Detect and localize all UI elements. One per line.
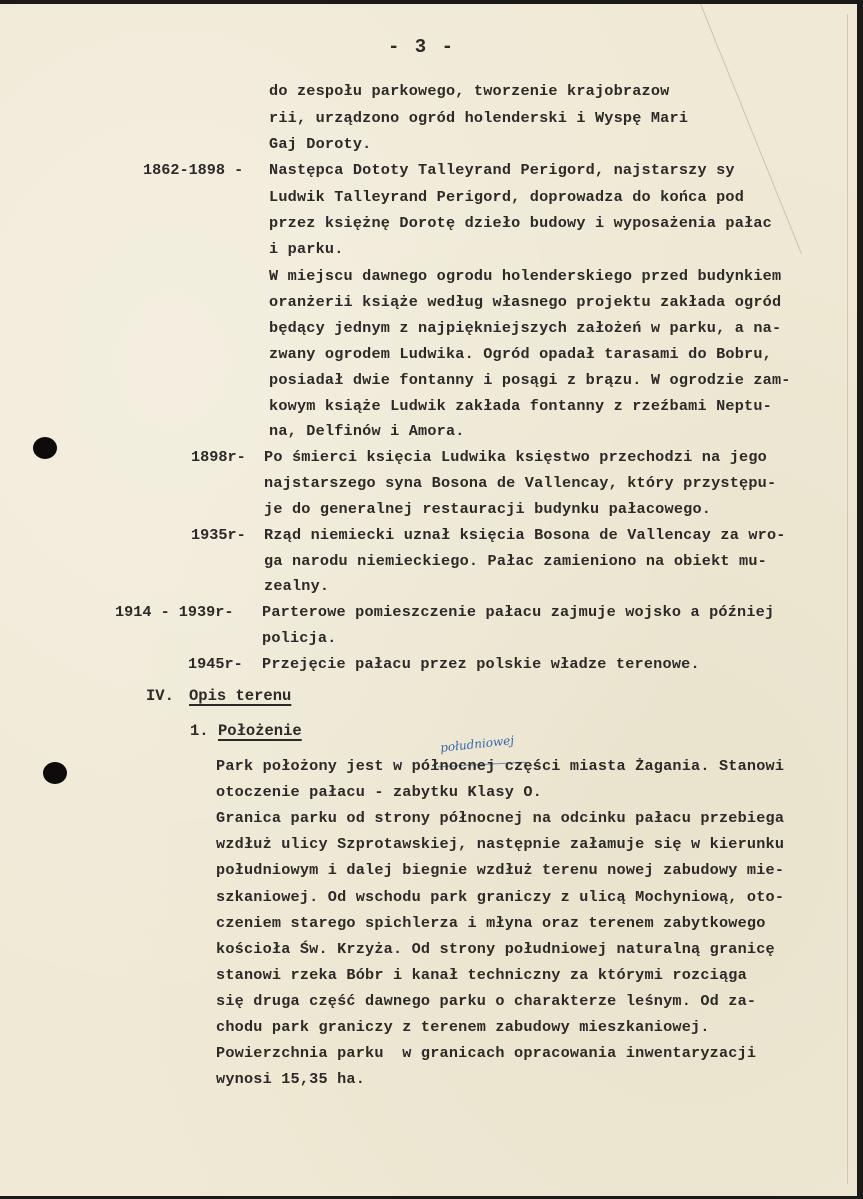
text-line: Przejęcie pałacu przez polskie władze terenowe. xyxy=(262,655,700,673)
text-line: policja. xyxy=(262,629,337,647)
handwritten-correction: południowej xyxy=(439,733,515,755)
scan-border xyxy=(857,4,860,1196)
text-line: Ludwik Talleyrand Perigord, doprowadza do końca pod xyxy=(269,188,745,206)
entry-date: 1914 - 1939r- xyxy=(115,603,234,621)
text-line: Rząd niemiecki uznał księcia Bosona de Vallencay za wro- xyxy=(264,526,786,544)
text-line: będący jednym z najpiękniejszych założeń w parku, a na- xyxy=(269,319,782,337)
text-line: Po śmierci księcia Ludwika księstwo przechodzi na jego xyxy=(264,448,767,466)
text-line: na, Delfinów i Amora. xyxy=(269,422,465,440)
text-line: Granica parku od strony północnej na odcinku pałacu przebiega xyxy=(216,809,785,827)
text-line: chodu park graniczy z terenem zabudowy mieszkaniowej. xyxy=(216,1018,710,1036)
section-number: IV. xyxy=(146,687,174,705)
text-line: wynosi 15,35 ha. xyxy=(216,1070,366,1088)
margin-line xyxy=(847,14,848,1184)
text-line: przez księżnę Dorotę dzieło budowy i wyposażenia pałac xyxy=(269,214,772,232)
text-line: zwany ogrodem Ludwika. Ogród opadał tarasami do Bobru, xyxy=(269,345,772,363)
text-line: południowym i dalej biegnie wzdłuż terenu nowej zabudowy mie- xyxy=(216,861,785,879)
text-line: najstarszego syna Bosona de Vallencay, który przystępu- xyxy=(264,474,777,492)
entry-date: 1935r- xyxy=(191,526,246,544)
text-line: stanowi rzeka Bóbr i kanał techniczny za którymi rozciąga xyxy=(216,966,747,984)
text-line: się druga część dawnego parku o charakterze leśnym. Od za- xyxy=(216,992,757,1010)
text-line: Powierzchnia parku w granicach opracowania inwentaryzacji xyxy=(216,1044,757,1062)
text-line: W miejscu dawnego ogrodu holenderskiego przed budynkiem xyxy=(269,267,782,285)
text-line: do zespołu parkowego, tworzenie krajobrazow xyxy=(269,82,670,100)
text-line: szkaniowej. Od wschodu park graniczy z ulicą Mochyniową, oto- xyxy=(216,888,785,906)
text-line: oranżerii książe według własnego projektu zakłada ogród xyxy=(269,293,782,311)
text-line: zealny. xyxy=(264,577,330,595)
text-line: kowym książe Ludwik zakłada fontanny z rzeźbami Neptu- xyxy=(269,397,772,415)
entry-date: 1945r- xyxy=(188,655,243,673)
entry-date: 1862-1898 - xyxy=(143,161,244,179)
page-number: - 3 - xyxy=(388,36,456,58)
text-line: je do generalnej restauracji budynku pałacowego. xyxy=(264,500,712,518)
text-line: czeniem starego spichlerza i młyna oraz terenem zabytkowego xyxy=(216,914,766,932)
text-line: Park położony jest w północnej części miasta Żagania. Stanowi xyxy=(216,757,785,775)
text-line: Gaj Doroty. xyxy=(269,135,372,153)
subsection-title: Położenie xyxy=(218,722,302,740)
text-line: otoczenie pałacu - zabytku Klasy O. xyxy=(216,783,542,801)
entry-date: 1898r- xyxy=(191,448,246,466)
text-line: i parku. xyxy=(269,240,344,258)
section-title: Opis terenu xyxy=(189,687,292,705)
text-line: Parterowe pomieszczenie pałacu zajmuje wojsko a później xyxy=(262,603,775,621)
subsection-number: 1. xyxy=(190,722,209,740)
document-page xyxy=(0,4,860,1196)
text-line: kościoła Św. Krzyża. Od strony południowej naturalną granicę xyxy=(216,940,775,958)
punch-hole-icon xyxy=(33,437,57,459)
text-line: Następca Dototy Talleyrand Perigord, najstarszy sy xyxy=(269,161,735,179)
text-line: ga narodu niemieckiego. Pałac zamieniono na obiekt mu- xyxy=(264,552,767,570)
text-line: wzdłuż ulicy Szprotawskiej, następnie załamuje się w kierunku xyxy=(216,835,785,853)
text-line: rii, urządzono ogród holenderski i Wyspę Mari xyxy=(269,109,689,127)
punch-hole-icon xyxy=(43,762,67,784)
text-line: posiadał dwie fontanny i posągi z brązu. W ogrodzie zam- xyxy=(269,371,791,389)
